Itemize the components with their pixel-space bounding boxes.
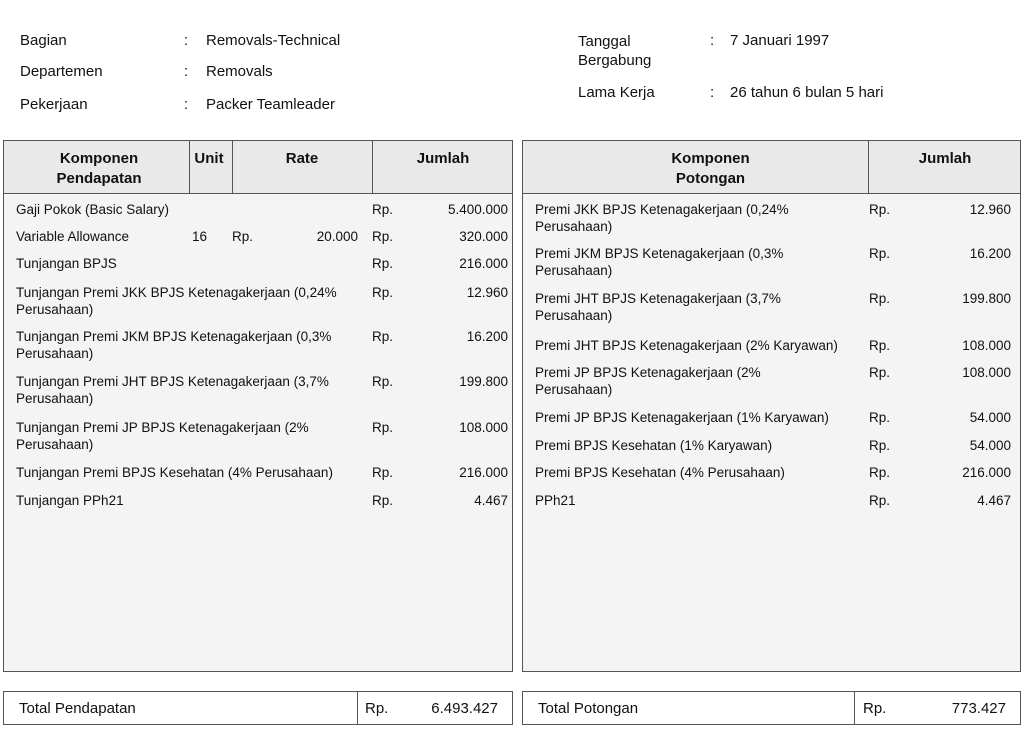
deduction-description: Premi JKM BPJS Ketenagakerjaan (0,3% Perusahaan) bbox=[535, 246, 784, 278]
deduction-currency: Rp. bbox=[869, 291, 891, 306]
info-value: Removals bbox=[206, 63, 273, 80]
total-income-amount: 6.493.427 bbox=[431, 700, 498, 717]
deduction-currency: Rp. bbox=[869, 338, 891, 353]
total-divider bbox=[357, 692, 358, 724]
deduction-description: Premi JHT BPJS Ketenagakerjaan (2% Karyawan) bbox=[535, 338, 838, 353]
income-unit: 16 bbox=[192, 229, 208, 244]
info-label: Bagian bbox=[20, 32, 67, 49]
income-amount: 108.000 bbox=[459, 420, 508, 435]
total-deduction-label: Total Potongan bbox=[538, 700, 639, 717]
income-description: Variable Allowance bbox=[16, 229, 130, 244]
deduction-amount: 108.000 bbox=[962, 365, 1011, 380]
income-amount: 216.000 bbox=[459, 465, 508, 480]
deduction-description: Premi JHT BPJS Ketenagakerjaan (3,7% Perusahaan) bbox=[535, 291, 781, 323]
deduction-header-amount: Jumlah bbox=[918, 150, 972, 167]
income-description: Tunjangan Premi JP BPJS Ketenagakerjaan (2% Perusahaan) bbox=[16, 420, 309, 452]
income-description: Tunjangan BPJS bbox=[16, 256, 117, 271]
deduction-table bbox=[522, 140, 1021, 672]
income-description: Tunjangan Premi BPJS Kesehatan (4% Perusahaan) bbox=[16, 465, 333, 480]
info-label: Departemen bbox=[20, 63, 103, 80]
income-currency: Rp. bbox=[372, 420, 394, 435]
deduction-header-component: Komponen Potongan bbox=[671, 150, 750, 187]
total-deduction-amount: 773.427 bbox=[951, 700, 1006, 717]
income-description: Tunjangan Premi JHT BPJS Ketenagakerjaan (3,7% Perusahaan) bbox=[16, 374, 329, 406]
total-income-box bbox=[3, 691, 513, 725]
deduction-currency: Rp. bbox=[869, 202, 891, 217]
income-amount: 320.000 bbox=[459, 229, 508, 244]
deduction-table-header bbox=[523, 141, 1020, 194]
total-deduction-currency: Rp. bbox=[863, 700, 887, 717]
income-currency: Rp. bbox=[372, 202, 394, 217]
deduction-currency: Rp. bbox=[869, 493, 891, 508]
deduction-description: Premi JP BPJS Ketenagakerjaan (2% Perusahaan) bbox=[535, 365, 761, 397]
income-currency: Rp. bbox=[372, 493, 394, 508]
info-colon: : bbox=[710, 84, 715, 101]
deduction-amount: 4.467 bbox=[977, 493, 1011, 508]
income-header-rate: Rate bbox=[285, 150, 319, 167]
info-colon: : bbox=[710, 32, 715, 49]
deduction-row bbox=[535, 290, 1017, 330]
deduction-amount: 54.000 bbox=[969, 410, 1011, 425]
deduction-description: Premi JKK BPJS Ketenagakerjaan (0,24% Perusahaan) bbox=[535, 202, 789, 234]
info-colon: : bbox=[184, 63, 189, 80]
deduction-description: Premi BPJS Kesehatan (4% Perusahaan) bbox=[535, 465, 785, 480]
deduction-row bbox=[535, 201, 1017, 241]
employee-info bbox=[0, 0, 1024, 120]
info-label: Pekerjaan bbox=[20, 96, 88, 113]
deduction-row bbox=[535, 245, 1017, 285]
deduction-description: Premi JP BPJS Ketenagakerjaan (1% Karyawan) bbox=[535, 410, 829, 425]
info-label: Lama Kerja bbox=[578, 84, 655, 101]
info-value: 7 Januari 1997 bbox=[730, 32, 830, 49]
income-currency: Rp. bbox=[372, 256, 394, 271]
deduction-row bbox=[535, 492, 1017, 532]
income-row bbox=[16, 373, 508, 413]
deduction-row bbox=[535, 364, 1017, 404]
info-colon: : bbox=[184, 96, 189, 113]
income-amount: 199.800 bbox=[459, 374, 508, 389]
income-header-component: Komponen Pendapatan bbox=[56, 150, 142, 187]
deduction-currency: Rp. bbox=[869, 465, 891, 480]
info-label: Tanggal Bergabung bbox=[578, 33, 652, 69]
info-colon: : bbox=[184, 32, 189, 49]
income-row bbox=[16, 492, 508, 532]
deduction-currency: Rp. bbox=[869, 365, 891, 380]
income-rate-currency: Rp. bbox=[232, 229, 254, 244]
income-currency: Rp. bbox=[372, 374, 394, 389]
income-amount: 4.467 bbox=[474, 493, 508, 508]
total-income-currency: Rp. bbox=[365, 700, 389, 717]
deduction-amount: 216.000 bbox=[962, 465, 1011, 480]
income-row bbox=[16, 328, 508, 368]
income-currency: Rp. bbox=[372, 465, 394, 480]
income-row bbox=[16, 284, 508, 324]
income-header-unit: Unit bbox=[194, 150, 224, 167]
deduction-amount: 16.200 bbox=[969, 246, 1011, 261]
income-header-amount: Jumlah bbox=[416, 150, 470, 167]
info-value: 26 tahun 6 bulan 5 hari bbox=[730, 84, 884, 101]
income-description: Tunjangan Premi JKM BPJS Ketenagakerjaan (0,3% Perusahaan) bbox=[16, 329, 332, 361]
deduction-description: Premi BPJS Kesehatan (1% Karyawan) bbox=[535, 438, 773, 453]
income-amount: 5.400.000 bbox=[447, 202, 508, 217]
income-rate: 20.000 bbox=[316, 229, 358, 244]
deduction-currency: Rp. bbox=[869, 246, 891, 261]
deduction-description: PPh21 bbox=[535, 493, 576, 508]
income-description: Tunjangan Premi JKK BPJS Ketenagakerjaan (0,24% Perusahaan) bbox=[16, 285, 337, 317]
total-deduction-box bbox=[522, 691, 1021, 725]
income-amount: 12.960 bbox=[466, 285, 508, 300]
income-row bbox=[16, 419, 508, 459]
total-income-label: Total Pendapatan bbox=[19, 700, 136, 717]
income-currency: Rp. bbox=[372, 229, 394, 244]
deduction-amount: 12.960 bbox=[969, 202, 1011, 217]
info-value: Removals-Technical bbox=[206, 32, 341, 49]
deduction-amount: 54.000 bbox=[969, 438, 1011, 453]
income-amount: 16.200 bbox=[466, 329, 508, 344]
deduction-amount: 108.000 bbox=[962, 338, 1011, 353]
income-currency: Rp. bbox=[372, 285, 394, 300]
total-divider bbox=[854, 692, 855, 724]
deduction-currency: Rp. bbox=[869, 438, 891, 453]
deduction-amount: 199.800 bbox=[962, 291, 1011, 306]
deduction-currency: Rp. bbox=[869, 410, 891, 425]
income-table bbox=[3, 140, 513, 672]
income-amount: 216.000 bbox=[459, 256, 508, 271]
income-description: Tunjangan PPh21 bbox=[16, 493, 124, 508]
income-currency: Rp. bbox=[372, 329, 394, 344]
info-value: Packer Teamleader bbox=[206, 96, 335, 113]
income-table-header bbox=[4, 141, 512, 194]
income-description: Gaji Pokok (Basic Salary) bbox=[16, 202, 170, 217]
